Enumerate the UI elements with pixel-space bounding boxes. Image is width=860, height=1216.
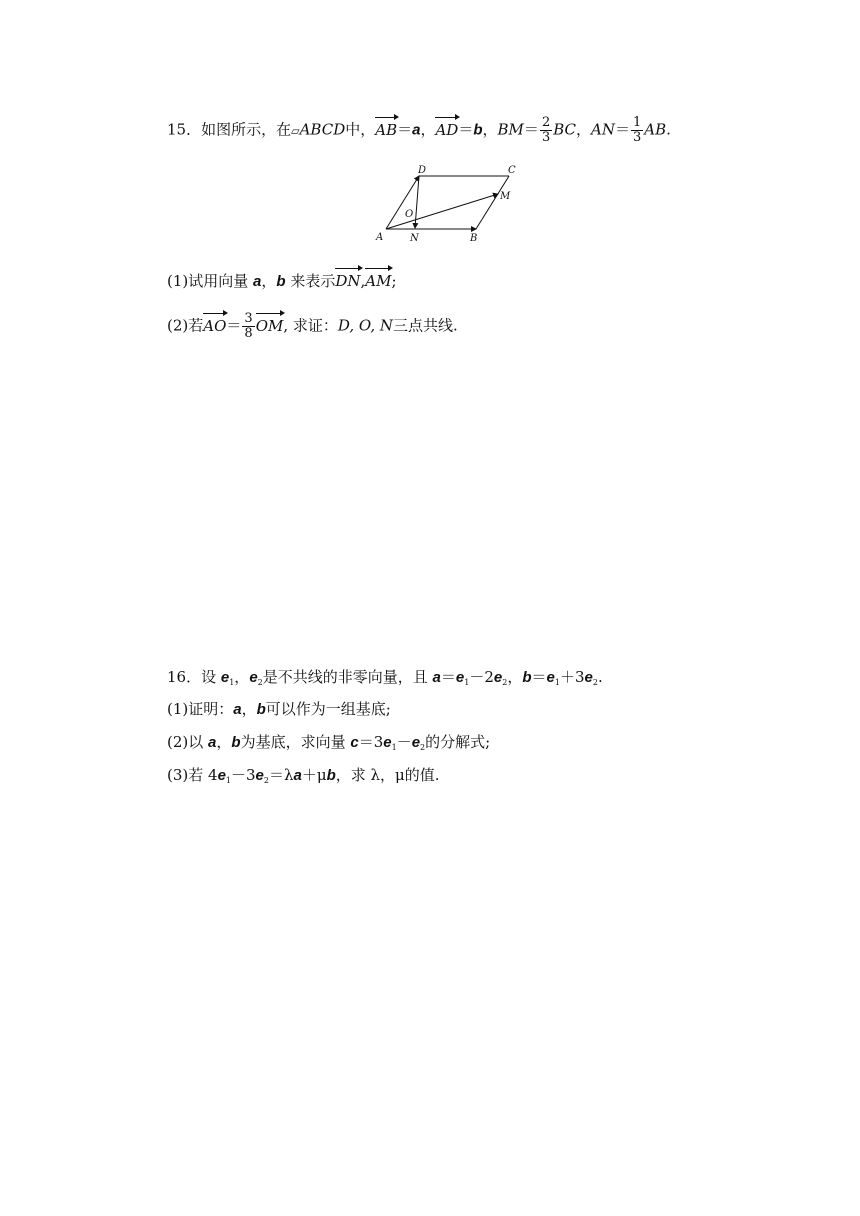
subscript: 2 <box>257 678 263 687</box>
vector-ao: AO <box>203 316 227 335</box>
label-d: D <box>418 165 427 176</box>
vector-b: b <box>522 669 532 686</box>
stem-text: 16．设 <box>167 668 221 686</box>
vector-a: a <box>293 767 302 784</box>
operator: ＋3 <box>559 668 585 686</box>
subscript: 1 <box>225 776 231 785</box>
punct: ; <box>391 272 397 290</box>
part-text: 三点共线. <box>393 316 458 335</box>
vector-a: a <box>208 734 217 751</box>
vector-dn: DN <box>335 272 361 290</box>
vector-b: b <box>276 273 286 290</box>
label-b: B <box>470 233 478 244</box>
label-n: N <box>410 233 419 244</box>
part-text: 的分解式; <box>425 733 491 751</box>
subscript: 2 <box>263 776 269 785</box>
equals: ＝ <box>458 120 474 139</box>
part-text: (1)试用向量 <box>167 272 254 290</box>
vector-b: b <box>473 121 483 139</box>
part-text: (1)证明： <box>167 700 234 718</box>
equals: ＝ <box>397 120 413 139</box>
stem-text: 是不共线的非零向量，且 <box>262 668 433 686</box>
vector-e: e <box>584 669 593 686</box>
question-number: 15． <box>167 120 202 139</box>
subscript: 1 <box>229 678 235 687</box>
equals: ＝ <box>226 316 242 335</box>
vector-a: a <box>412 121 421 139</box>
vector-ad-line <box>386 176 419 229</box>
operator: － <box>396 733 412 751</box>
q16-part-3 <box>167 765 440 791</box>
vector-dn-line <box>415 176 419 228</box>
q15-part-1 <box>167 271 397 292</box>
equals: ＝λ <box>268 766 294 784</box>
comma: ， <box>216 733 232 751</box>
equals: ＝ <box>531 668 547 686</box>
fraction-one-third <box>631 116 643 145</box>
vector-b: b <box>231 734 241 751</box>
vector-e: e <box>411 734 421 751</box>
label-c: C <box>508 165 516 176</box>
stem-text: 中， <box>345 120 376 139</box>
comma: ， <box>507 668 523 686</box>
q15-part-2 <box>167 312 458 341</box>
vector-om: OM <box>255 316 284 335</box>
part-text: (2)若 <box>167 316 204 335</box>
comma: ， <box>482 120 498 139</box>
part-text: 可以作为一组基底; <box>265 700 391 718</box>
vector-e: e <box>455 669 465 686</box>
equals: ＝ <box>440 668 456 686</box>
subscript: 1 <box>391 743 397 752</box>
side-cb <box>476 176 509 229</box>
comma: ， <box>241 700 257 718</box>
denominator: 8 <box>244 326 253 341</box>
vector-e: e <box>220 669 230 686</box>
vector-a: a <box>233 701 242 718</box>
vector-am: AM <box>365 272 392 290</box>
parallelogram-figure <box>372 162 522 244</box>
q16-part-1 <box>167 699 391 720</box>
fraction-three-eighths <box>242 312 254 341</box>
vector-ad: AD <box>435 120 459 139</box>
subscript: 1 <box>554 678 560 687</box>
operator: ＋μ <box>301 766 327 784</box>
part-text: 为基底，求向量 <box>240 733 351 751</box>
vector-c: c <box>350 734 359 751</box>
vector-ab: AB <box>375 120 398 139</box>
subscript: 1 <box>464 678 470 687</box>
equals: ＝3 <box>358 733 384 751</box>
vector-a: a <box>432 669 441 686</box>
vector-a: a <box>253 273 262 290</box>
part-text: 来表示 <box>285 272 336 290</box>
denominator: 3 <box>633 130 642 145</box>
vector-e: e <box>383 734 392 751</box>
punct: . <box>597 668 603 686</box>
segment-bc: BC <box>553 120 576 139</box>
q16-stem <box>167 667 603 693</box>
comma: , <box>360 272 366 290</box>
subscript: 2 <box>502 678 508 687</box>
equals: ＝ <box>614 120 630 139</box>
vector-e: e <box>255 767 264 784</box>
vector-e: e <box>217 767 226 784</box>
q16-part-2 <box>167 732 490 758</box>
label-a: A <box>376 232 384 243</box>
label-m: M <box>500 191 511 202</box>
part-text: (3)若 4 <box>167 766 218 784</box>
operator: －2 <box>469 668 494 686</box>
comma: ， <box>576 120 592 139</box>
q15-stem <box>167 116 671 145</box>
equals: ＝ <box>523 120 539 139</box>
vector-b: b <box>326 767 336 784</box>
subscript: 2 <box>420 743 426 752</box>
numerator: 3 <box>244 311 253 326</box>
part-text: (2)以 <box>167 733 209 751</box>
parallelogram-icon: ▱ <box>291 124 300 138</box>
points-list: D, O, N <box>337 316 393 335</box>
vector-e: e <box>493 669 503 686</box>
label-o: O <box>405 209 414 220</box>
comma: ， <box>420 120 436 139</box>
subscript: 2 <box>592 678 598 687</box>
vector-am-line <box>386 194 498 229</box>
comma: ， <box>234 668 250 686</box>
part-text: ，求 λ，μ的值. <box>335 766 440 784</box>
stem-text: 如图所示，在 <box>201 120 292 139</box>
fraction-two-thirds <box>540 116 552 145</box>
vector-b: b <box>256 701 266 718</box>
denominator: 3 <box>541 130 551 145</box>
numerator: 1 <box>633 115 642 130</box>
parallelogram-name: ABCD <box>299 120 346 139</box>
segment-ab: AB. <box>644 120 671 139</box>
part-text: , 求证： <box>283 316 338 335</box>
vector-e: e <box>546 669 555 686</box>
operator: －3 <box>231 766 256 784</box>
numerator: 2 <box>541 115 551 130</box>
segment-an: AN <box>591 120 615 139</box>
vector-e: e <box>249 669 258 686</box>
comma: ， <box>261 272 277 290</box>
segment-bm: BM <box>497 120 524 139</box>
